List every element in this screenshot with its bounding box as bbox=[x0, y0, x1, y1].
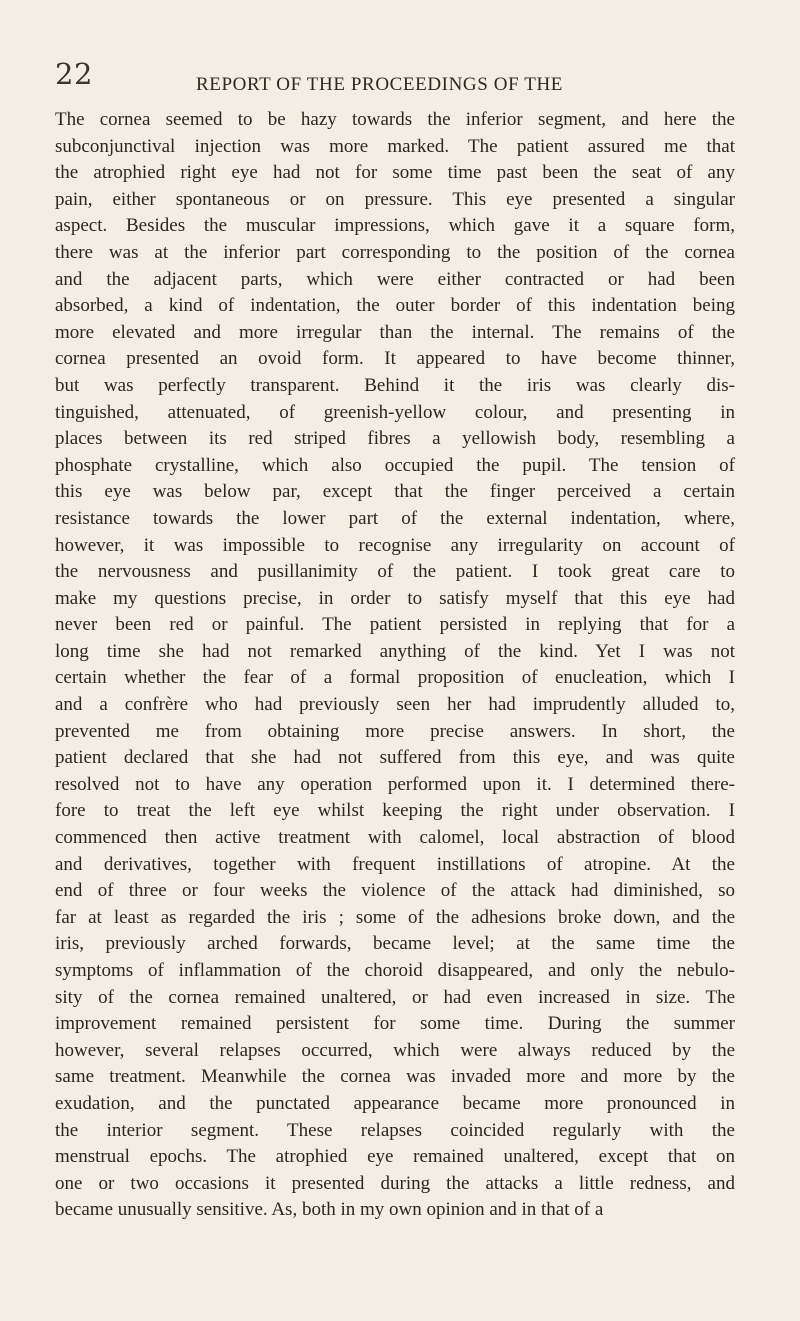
text-line: The cornea seemed to be hazy towards the inferior segment, and here the bbox=[55, 109, 735, 130]
text-line: however, it was impossible to recognise any irregularity on account of bbox=[55, 534, 735, 556]
text-line: resistance towards the lower part of the external indentation, where, bbox=[55, 507, 735, 529]
text-line: however, several relapses occurred, which were always reduced by the bbox=[55, 1039, 735, 1061]
text-line: there was at the inferior part corresponding to the position of the cornea bbox=[55, 241, 735, 263]
text-line: subconjunctival injection was more marked. The patient assured me that bbox=[55, 135, 735, 157]
text-line: make my questions precise, in order to satisfy myself that this eye had bbox=[55, 587, 735, 609]
text-line: one or two occasions it presented during the attacks a little redness, and bbox=[55, 1172, 735, 1194]
running-title: REPORT OF THE PROCEEDINGS OF THE bbox=[196, 74, 563, 95]
text-line: sity of the cornea remained unaltered, or had even increased in size. The bbox=[55, 986, 735, 1008]
text-line: the nervousness and pusillanimity of the patient. I took great care to bbox=[55, 561, 735, 583]
text-line: cornea presented an ovoid form. It appeared to have become thinner, bbox=[55, 348, 735, 370]
text-line: menstrual epochs. The atrophied eye remained unaltered, except that on bbox=[55, 1146, 735, 1168]
text-line: became unusually sensitive. As, both in my own opinion and in that of a bbox=[55, 1199, 604, 1221]
text-line: the interior segment. These relapses coincided regularly with the bbox=[55, 1119, 735, 1141]
text-line: prevented me from obtaining more precise answers. In short, the bbox=[55, 720, 735, 742]
text-line: end of three or four weeks the violence of the attack had diminished, so bbox=[55, 880, 735, 902]
text-line: the atrophied right eye had not for some time past been the seat of any bbox=[55, 162, 735, 184]
page-number: 22 bbox=[55, 57, 93, 91]
text-line: this eye was below par, except that the finger perceived a certain bbox=[55, 481, 735, 503]
text-line: improvement remained persistent for some time. During the summer bbox=[55, 1013, 735, 1035]
text-line: phosphate crystalline, which also occupied the pupil. The tension of bbox=[55, 454, 735, 476]
text-line: certain whether the fear of a formal proposition of enucleation, which I bbox=[55, 667, 735, 689]
text-line: pain, either spontaneous or on pressure. This eye presented a singular bbox=[55, 188, 735, 210]
text-line: never been red or painful. The patient persisted in replying that for a bbox=[55, 614, 735, 636]
text-line: tinguished, attenuated, of greenish-yellow colour, and presenting in bbox=[55, 401, 735, 423]
text-line: patient declared that she had not suffered from this eye, and was quite bbox=[55, 747, 735, 769]
body-paragraph bbox=[55, 107, 735, 1224]
text-line: resolved not to have any operation performed upon it. I determined there- bbox=[55, 773, 735, 795]
text-line: symptoms of inflammation of the choroid disappeared, and only the nebulo- bbox=[55, 960, 735, 981]
text-line: and a confrère who had previously seen her had imprudently alluded to, bbox=[55, 694, 735, 716]
text-line: places between its red striped fibres a yellowish body, resembling a bbox=[55, 428, 735, 450]
text-line: long time she had not remarked anything of the kind. Yet I was not bbox=[55, 640, 735, 662]
text-line: absorbed, a kind of indentation, the outer border of this indentation being bbox=[55, 295, 735, 317]
text-line: same treatment. Meanwhile the cornea was invaded more and more by the bbox=[55, 1066, 735, 1088]
text-line: but was perfectly transparent. Behind it the iris was clearly dis- bbox=[55, 374, 735, 396]
text-line: exudation, and the punctated appearance became more pronounced in bbox=[55, 1092, 735, 1114]
text-line: far at least as regarded the iris ; some of the adhesions broke down, and the bbox=[55, 906, 735, 928]
text-line: iris, previously arched forwards, became level; at the same time the bbox=[55, 933, 735, 955]
text-line: more elevated and more irregular than the internal. The remains of the bbox=[55, 321, 735, 343]
text-line: aspect. Besides the muscular impressions, which gave it a square form, bbox=[55, 215, 735, 237]
text-line: commenced then active treatment with calomel, local abstraction of blood bbox=[55, 827, 735, 849]
text-line: fore to treat the left eye whilst keeping the right under observation. I bbox=[55, 800, 735, 822]
text-line: and the adjacent parts, which were either contracted or had been bbox=[55, 268, 735, 290]
text-line: and derivatives, together with frequent instillations of atropine. At the bbox=[55, 853, 735, 875]
